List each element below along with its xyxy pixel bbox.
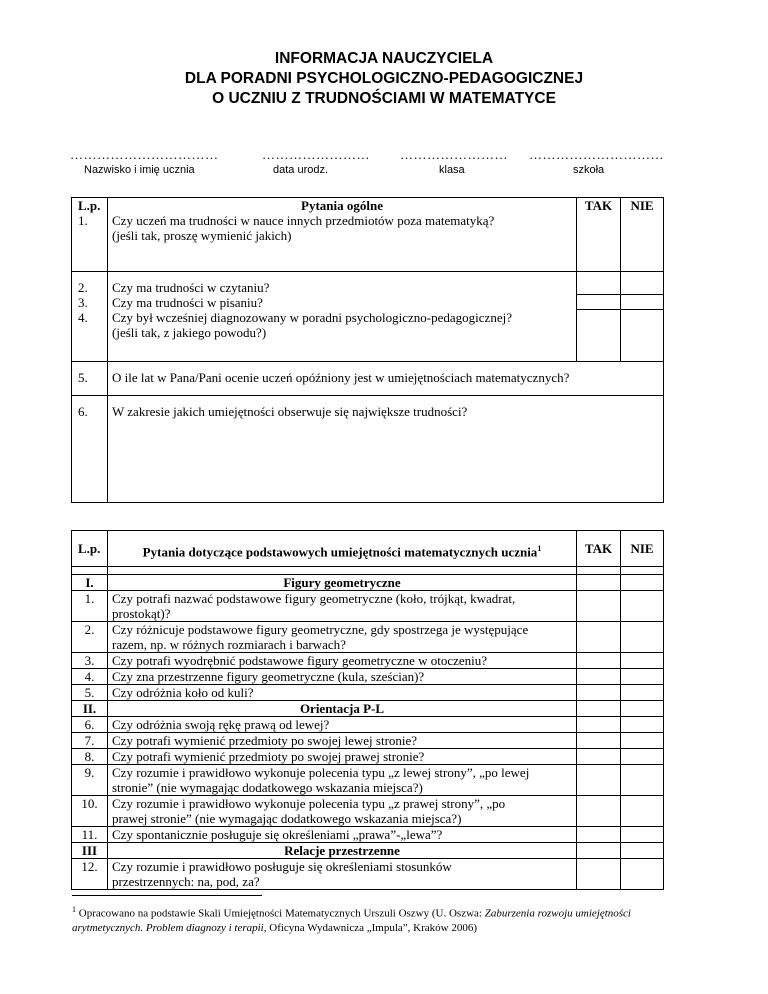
question-text: Czy odróżnia swoją rękę prawą od lewej? [108, 717, 577, 733]
row-number: 12. [72, 859, 108, 890]
row-number: 11. [72, 827, 108, 843]
answer-cell[interactable] [621, 765, 664, 796]
answer-cell[interactable] [577, 717, 621, 733]
question-text: (jeśli tak, z jakiego powodu?) [112, 325, 267, 340]
question-text: Czy ma trudności w pisaniu? [112, 295, 263, 310]
footnote-publisher: Oficyna Wydawnicza „Impula”, Kraków 2006) [266, 921, 477, 934]
table-row [72, 396, 664, 503]
question-text: Czy odróżnia koło od kuli? [108, 685, 577, 701]
answer-cell[interactable] [577, 591, 621, 622]
answer-cell[interactable] [577, 669, 621, 685]
row-number: 1. [72, 591, 108, 622]
title-line-3: O UCZNIU Z TRUDNOŚCIAMI W MATEMATYCE [212, 90, 556, 107]
answer-cell[interactable] [621, 749, 664, 765]
answer-cell[interactable] [577, 653, 621, 669]
answer-cell[interactable] [577, 765, 621, 796]
row-number: 9. [72, 765, 108, 796]
footnote-divider [72, 895, 262, 896]
question-text: przestrzennych: na, pod, za? [112, 874, 260, 889]
row-number: 7. [72, 733, 108, 749]
section-number: II. [72, 701, 108, 717]
general-questions-header: Pytania ogólne [301, 198, 383, 213]
footnote-book-title: Zaburzenia rozwoju umiejętności arytmetycznych. Problem diagnozy i terapii, [72, 907, 631, 934]
question-text: prawej stronie” (nie wymagając dodatkowego wskazania miejsca?) [112, 811, 462, 826]
answer-cell[interactable] [621, 733, 664, 749]
question-text: (jeśli tak, proszę wymienić jakich) [112, 228, 292, 243]
question-text: Czy ma trudności w czytaniu? [112, 280, 270, 295]
answer-cell[interactable] [621, 653, 664, 669]
nie-cell[interactable] [621, 198, 664, 272]
title-line-1: INFORMACJA NAUCZYCIELA [274, 50, 494, 67]
nie-header: NIE [630, 198, 654, 213]
footnote-text: Opracowano na podstawie Skali Umiejętności Matematycznych Urszuli Oszwy (U. Oszwa: [76, 907, 485, 920]
section-title: Figury geometryczne [108, 575, 577, 591]
lp-header: L.p. [78, 198, 101, 213]
answer-cell[interactable] [621, 701, 664, 717]
question-text: Czy uczeń ma trudności w nauce innych przedmiotów poza matematyką? [112, 213, 495, 228]
title-line-2: DLA PORADNI PSYCHOLOGICZNO-PEDAGOGICZNEJ [184, 70, 584, 87]
table-row [72, 198, 664, 272]
answer-cell[interactable] [577, 622, 621, 653]
school-field[interactable]: ………………………… [529, 147, 664, 162]
section-title: Relacje przestrzenne [108, 843, 577, 859]
question-text: W zakresie jakich umiejętności obserwuje się największe trudności? [108, 396, 664, 503]
question-text: stronie” (nie wymagając dodatkowego wskazania miejsca?) [112, 780, 423, 795]
question-text: O ile lat w Pana/Pani ocenie uczeń opóźniony jest w umiejętnościach matematycznych? [108, 362, 664, 396]
answer-cell[interactable] [621, 796, 664, 827]
question-text: Czy był wcześniej diagnozowany w poradni psychologiczno-pedagogicznej? [112, 310, 512, 325]
answer-cell[interactable] [577, 733, 621, 749]
skills-header: Pytania dotyczące podstawowych umiejętności matematycznych ucznia$^1$ [108, 531, 577, 567]
answer-cell[interactable] [577, 859, 621, 890]
answer-cell[interactable] [577, 796, 621, 827]
section-title: Orientacja P-L [108, 701, 577, 717]
answer-cell[interactable] [577, 827, 621, 843]
row-number: 3. [78, 295, 88, 310]
page-title [0, 49, 768, 109]
answer-cell[interactable] [577, 701, 621, 717]
answer-cell[interactable] [621, 295, 663, 310]
tak-cell[interactable] [577, 198, 621, 272]
birth-date-field[interactable]: …………………… [262, 147, 370, 162]
answer-cell[interactable] [621, 669, 664, 685]
answer-cell[interactable] [621, 591, 664, 622]
class-label: klasa [439, 164, 465, 176]
question-text: Czy potrafi wymienić przedmioty po swojej lewej stronie? [108, 733, 577, 749]
class-field[interactable]: …………………… [400, 147, 508, 162]
answer-cell[interactable] [621, 622, 664, 653]
row-number: 6. [72, 396, 108, 503]
answer-cell[interactable] [621, 685, 664, 701]
section-number: I. [72, 575, 108, 591]
question-text: Czy rozumie i prawidłowo posługuje się określeniami stosunków [112, 859, 452, 874]
row-number: 2. [78, 280, 88, 295]
question-text: Czy zna przestrzenne figury geometryczne (kula, sześcian)? [108, 669, 577, 685]
row-number: 2. [72, 622, 108, 653]
row-number: 3. [72, 653, 108, 669]
answer-cell[interactable] [621, 859, 664, 890]
answer-cell[interactable] [577, 685, 621, 701]
question-text: razem, np. w różnych rozmiarach i barwach? [112, 637, 346, 652]
question-text: Czy potrafi wymienić przedmioty po swojej prawej stronie? [108, 749, 577, 765]
row-number: 4. [78, 310, 88, 325]
question-text: Czy rozumie i prawidłowo wykonuje polecenia typu „z lewej strony”, „po lewej [112, 765, 530, 780]
answer-cell[interactable] [621, 575, 664, 591]
row-number: 5. [72, 685, 108, 701]
question-text: prostokąt)? [112, 606, 171, 621]
answer-cell[interactable] [577, 749, 621, 765]
question-text: Czy rozumie i prawidłowo wykonuje polecenia typu „z prawej strony”, „po [112, 796, 506, 811]
answer-cell[interactable] [621, 310, 663, 324]
nie-header: NIE [621, 531, 664, 567]
answer-cell[interactable] [577, 575, 621, 591]
birth-date-label: data urodz. [273, 164, 329, 176]
answer-cell[interactable] [621, 843, 664, 859]
answer-cell[interactable] [621, 717, 664, 733]
row-number: 5. [72, 362, 108, 396]
section-number: III [72, 843, 108, 859]
row-number: 10. [72, 796, 108, 827]
school-label: szkoła [573, 164, 605, 176]
row-number: 6. [72, 717, 108, 733]
footnote-ref: 1 [537, 544, 542, 553]
answer-cell[interactable] [577, 280, 620, 295]
table-row [72, 362, 664, 396]
question-text: Czy potrafi nazwać podstawowe figury geometryczne (koło, trójkąt, kwadrat, [112, 591, 516, 606]
tak-header: TAK [584, 198, 613, 213]
row-number: 4. [72, 669, 108, 685]
student-name-field[interactable]: …………………………… [70, 147, 219, 162]
footnote-mark: 1 [72, 905, 76, 914]
footnote [72, 903, 702, 935]
answer-cell[interactable] [577, 310, 620, 324]
general-questions-table [71, 197, 664, 503]
answer-cell[interactable] [577, 295, 620, 310]
answer-cell[interactable] [577, 843, 621, 859]
question-text: Czy potrafi wyodrębnić podstawowe figury geometryczne w otoczeniu? [108, 653, 577, 669]
row-number: 8. [72, 749, 108, 765]
question-text: Czy spontanicznie posługuje się określeniami „prawa”-„lewa”? [108, 827, 577, 843]
table-row [72, 272, 664, 362]
lp-header: L.p. [72, 531, 108, 567]
tak-header: TAK [577, 531, 621, 567]
student-name-label: Nazwisko i imię ucznia [84, 164, 195, 176]
row-number: 1. [78, 213, 88, 228]
table-row [72, 531, 664, 567]
answer-cell[interactable] [621, 280, 663, 295]
answer-cell[interactable] [621, 827, 664, 843]
math-skills-table [71, 530, 664, 890]
question-text: Czy różnicuje podstawowe figury geometryczne, gdy spostrzega je występujące [112, 622, 529, 637]
